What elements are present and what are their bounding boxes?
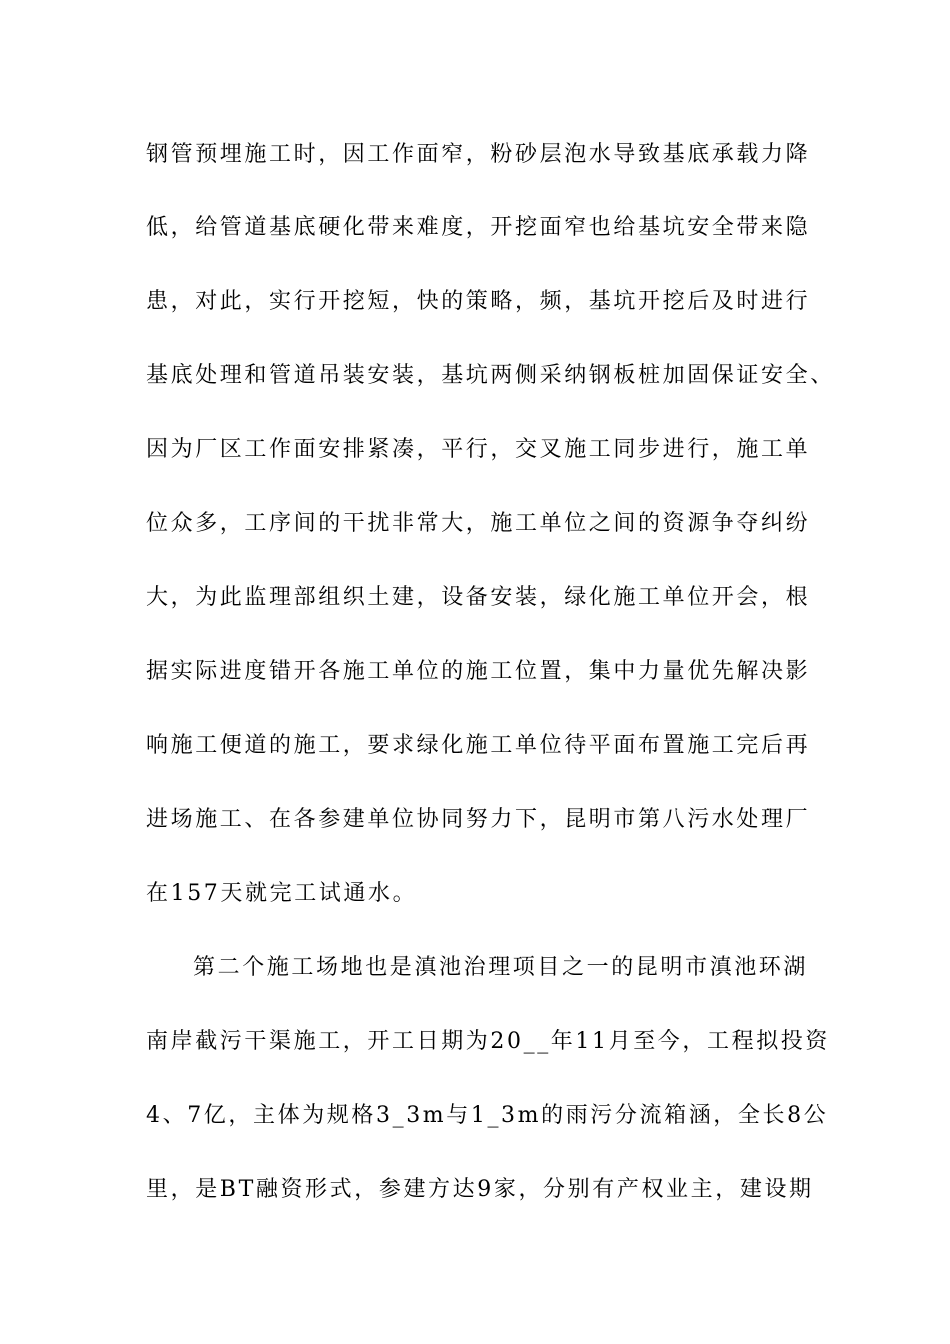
paragraph-1-line-9: 响施工便道的施工，要求绿化施工单位待平面布置施工完后再 <box>146 733 811 758</box>
paragraph-1-line-4: 基底处理和管道吊装安装，基坑两侧采纳钢板桩加固保证安全、 <box>146 363 835 388</box>
paragraph-1-line-6: 位众多，工序间的干扰非常大，施工单位之间的资源争夺纠纷 <box>146 511 811 536</box>
paragraph-1-line-5: 因为厂区工作面安排紧凑，平行，交叉施工同步进行，施工单 <box>146 437 811 462</box>
paragraph-1-line-1: 钢管预埋施工时，因工作面窄，粉砂层泡水导致基底承载力降 <box>146 142 811 167</box>
paragraph-2-line-2: 南岸截污干渠施工，开工日期为20__年11月至今，工程拟投资 <box>146 1029 830 1054</box>
paragraph-2-line-1: 第二个施工场地也是滇池治理项目之一的昆明市滇池环湖 <box>193 955 809 980</box>
paragraph-1-line-3: 患，对此，实行开挖短，快的策略，频，基坑开挖后及时进行 <box>146 289 811 314</box>
paragraph-1-line-10: 进场施工、在各参建单位协同努力下，昆明市第八污水处理厂 <box>146 807 811 832</box>
paragraph-1-line-2: 低，给管道基底硬化带来难度，开挖面窄也给基坑安全带来隐 <box>146 215 811 240</box>
paragraph-1-line-8: 据实际进度错开各施工单位的施工位置，集中力量优先解决影 <box>146 659 811 684</box>
paragraph-2-line-3: 4、7亿，主体为规格3_3m与1_3m的雨污分流箱涵，全长8公 <box>146 1103 829 1128</box>
paragraph-1-line-11: 在157天就完工试通水。 <box>146 881 418 906</box>
paragraph-1-line-7: 大，为此监理部组织土建，设备安装，绿化施工单位开会，根 <box>146 585 811 610</box>
paragraph-2-line-4: 里，是BT融资形式，参建方达9家，分别有产权业主，建设期 <box>146 1177 814 1202</box>
